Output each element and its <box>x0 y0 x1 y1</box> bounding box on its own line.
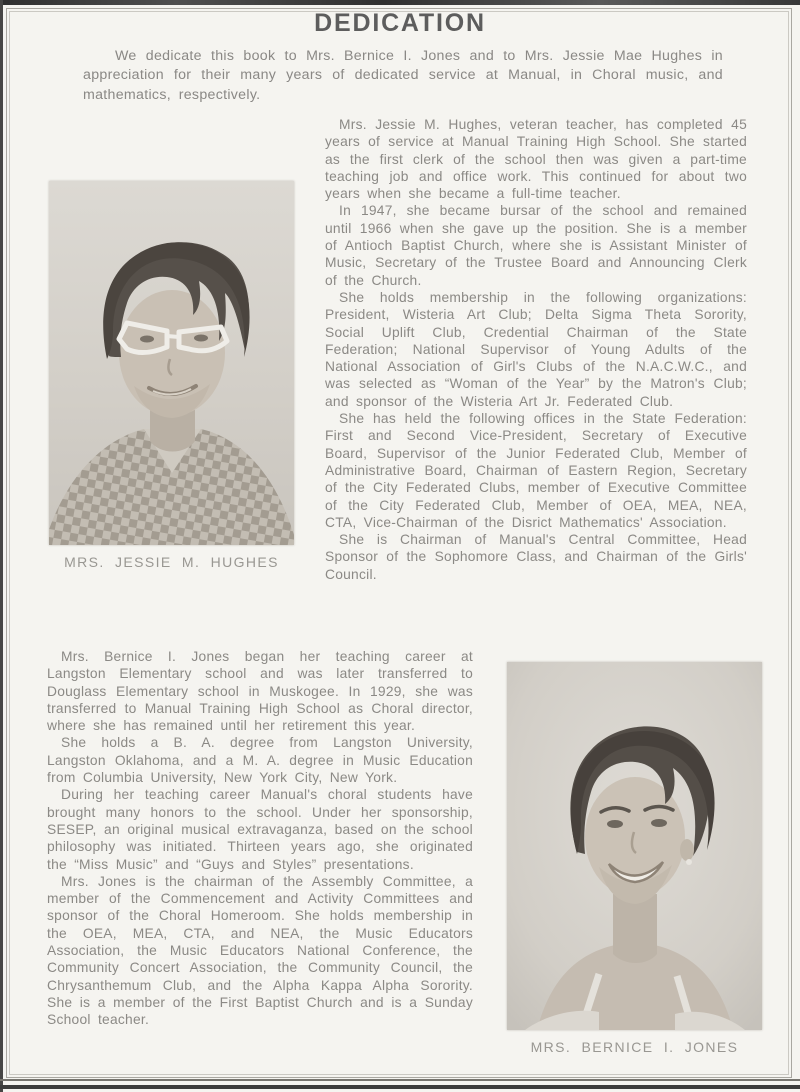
jones-paragraph-3: During her teaching career Manual's choral students have brought many honors to the school. Under her sponsorship, SESEP, an original musical extravaganza, based on the school philosophy was initiated. Thirteen years ago, she originated the “Miss Music” and “Guys and Styles” presentations. <box>47 787 473 872</box>
hughes-paragraph-1: Mrs. Jessie M. Hughes, veteran teacher, has completed 45 years of service at Manual Training High School. She started as the first clerk of the school then was given a part-time teaching job and office work. This continued for about two years when she became a full-time teacher. <box>325 117 747 202</box>
bottom-rule-dark <box>0 1085 800 1089</box>
dedication-intro: We dedicate this book to Mrs. Bernice I. Jones and to Mrs. Jessie Mae Hughes in appreciation for their many years of dedicated service at Manual, in Choral music, and mathematics, respectively. <box>83 48 723 103</box>
hughes-portrait-photo <box>49 181 294 545</box>
hughes-paragraph-5: She is Chairman of Manual's Central Committee, Head Sponsor of the Sophomore Class, and Chairman of the Girls' Council. <box>325 532 747 582</box>
hughes-paragraph-4: She has held the following offices in the State Federation: First and Second Vice-President, Secretary of Executive Board, Supervisor of the Junior Federated Club, Member of Administrative Board, Chairman of Eastern Region, Secretary of the City Federated Clubs, member of Executive Committee of the City Federated Club, Member of OEA, MEA, NEA, CTA, Vice-Chairman of the Disrict Mathematics' Association. <box>325 411 747 530</box>
jones-text-column <box>47 648 473 1029</box>
jones-figure <box>507 662 762 1055</box>
scan-edge-left <box>0 0 3 1092</box>
hughes-paragraph-2: In 1947, she became bursar of the school and remained until 1966 when she gave up the position. She is a member of Antioch Baptist Church, where she is Assistant Minister of Music, Secretary of the Trustee Board and Announcing Clerk of the Church. <box>325 203 747 288</box>
jones-caption: MRS. BERNICE I. JONES <box>530 1039 739 1055</box>
hughes-caption: MRS. JESSIE M. HUGHES <box>64 554 279 570</box>
jones-paragraph-4: Mrs. Jones is the chairman of the Assembly Committee, a member of the Commencement and Activity Committees and sponsor of the Choral Homeroom. She holds membership in the OEA, MEA, CTA, and NEA, the Music Educators Association, the Music Educators National Conference, the Community Concert Association, the Community Council, the Chrysanthemum Club, and the Alpha Kappa Alpha Sorority. She is a member of the First Baptist Church and is a Sunday School teacher. <box>47 873 473 1028</box>
jones-paragraph-2: She holds a B. A. degree from Langston University, Langston Oklahoma, and a M. A. degree in Music Education from Columbia University, New York City, New York. <box>47 735 473 786</box>
jones-portrait-photo <box>507 662 762 1030</box>
scan-edge-top <box>0 0 800 5</box>
page-title: DEDICATION <box>314 9 486 37</box>
jones-paragraph-1: Mrs. Bernice I. Jones began her teaching career at Langston Elementary school and was later transferred to Douglass Elementary school in Muskogee. In 1929, she was transferred to Manual Training High School as Choral director, where she has remained until her retirement this year. <box>47 649 473 734</box>
bottom-rule-light <box>0 1079 800 1081</box>
hughes-figure <box>49 181 294 570</box>
hughes-text-column <box>325 116 747 583</box>
hughes-paragraph-3: She holds membership in the following organizations: President, Wisteria Art Club; Delta Sigma Theta Sorority, Social Uplift Club, Credential Chairman of the State Federation; National Supervisor of Young Adults of the National Association of Girl's Clubs of the N.A.C.W.C., and was selected as “Woman of the Year” by the Matron's Club; and sponsor of the Wisteria Art Jr. Federated Club. <box>325 289 747 409</box>
